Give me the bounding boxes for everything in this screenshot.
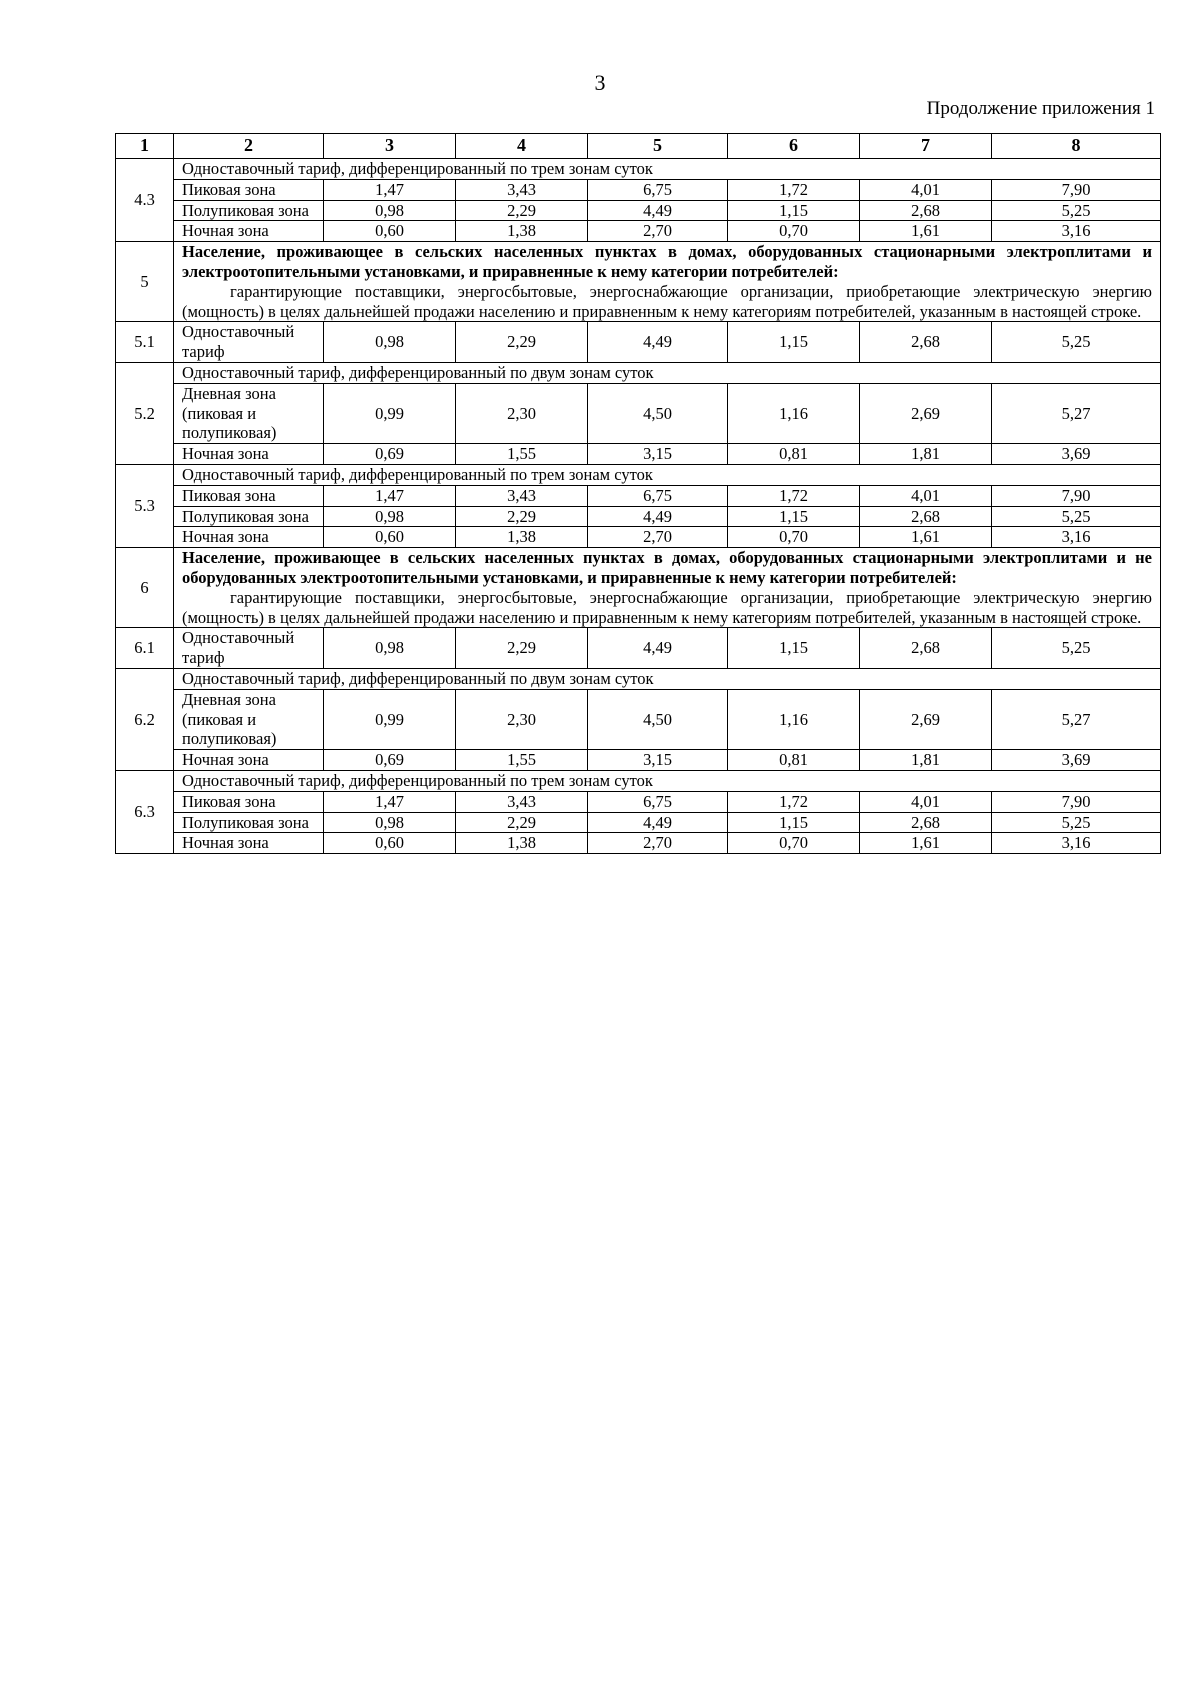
- tariff-value: 5,25: [992, 322, 1161, 363]
- tariff-value: 0,98: [324, 200, 456, 221]
- tariff-value: 0,70: [728, 833, 860, 854]
- tariff-value: 3,43: [456, 485, 588, 506]
- subheading-row: [116, 668, 1161, 689]
- tariff-value: 2,68: [860, 628, 992, 669]
- tariff-value: 0,60: [324, 221, 456, 242]
- header-row: [116, 134, 1161, 159]
- tariff-row: [116, 506, 1161, 527]
- zone-label: Ночная зона: [174, 444, 324, 465]
- row-number: 4.3: [116, 159, 174, 242]
- tariff-table: [115, 133, 1161, 854]
- tariff-value: 1,61: [860, 833, 992, 854]
- zone-label: Одноставочный тариф: [174, 628, 324, 669]
- tariff-value: 3,16: [992, 527, 1161, 548]
- tariff-value: 4,50: [588, 383, 728, 443]
- tariff-value: 4,49: [588, 628, 728, 669]
- tariff-value: 0,98: [324, 506, 456, 527]
- tariff-value: 1,61: [860, 527, 992, 548]
- tariff-value: 1,16: [728, 689, 860, 749]
- tariff-subheading: Одноставочный тариф, дифференцированный по трем зонам суток: [174, 464, 1161, 485]
- tariff-value: 1,72: [728, 179, 860, 200]
- tariff-row: [116, 200, 1161, 221]
- narrative-heading: Население, проживающее в сельских населенных пунктах в домах, оборудованных стационарными электроплитами и электроотопительными установками, и приравненные к нему категории потребителей:: [182, 242, 1152, 281]
- tariff-value: 5,25: [992, 200, 1161, 221]
- tariff-value: 5,27: [992, 689, 1161, 749]
- tariff-value: 2,29: [456, 506, 588, 527]
- tariff-value: 0,70: [728, 221, 860, 242]
- zone-label: Полупиковая зона: [174, 200, 324, 221]
- row-number: 5.1: [116, 322, 174, 363]
- tariff-value: 4,01: [860, 791, 992, 812]
- row-number: 6.1: [116, 628, 174, 669]
- column-header: 3: [324, 134, 456, 159]
- tariff-value: 6,75: [588, 179, 728, 200]
- tariff-subheading: Одноставочный тариф, дифференцированный по трем зонам суток: [174, 770, 1161, 791]
- tariff-row: [116, 322, 1161, 363]
- tariff-value: 1,47: [324, 485, 456, 506]
- tariff-value: 3,16: [992, 221, 1161, 242]
- subheading-row: [116, 159, 1161, 180]
- tariff-value: 0,99: [324, 383, 456, 443]
- tariff-value: 0,69: [324, 750, 456, 771]
- tariff-value: 4,49: [588, 506, 728, 527]
- tariff-value: 0,98: [324, 628, 456, 669]
- zone-label: Ночная зона: [174, 833, 324, 854]
- zone-label: Пиковая зона: [174, 485, 324, 506]
- tariff-value: 0,99: [324, 689, 456, 749]
- tariff-value: 1,15: [728, 200, 860, 221]
- narrative-row: [116, 242, 1161, 322]
- tariff-value: 0,60: [324, 833, 456, 854]
- tariff-value: 2,68: [860, 812, 992, 833]
- tariff-value: 1,81: [860, 444, 992, 465]
- column-header: 8: [992, 134, 1161, 159]
- continuation-note: Продолжение приложения 1: [926, 98, 1155, 119]
- tariff-value: 2,69: [860, 383, 992, 443]
- tariff-value: 2,29: [456, 200, 588, 221]
- tariff-value: 4,49: [588, 322, 728, 363]
- tariff-value: 4,01: [860, 179, 992, 200]
- tariff-subheading: Одноставочный тариф, дифференцированный по двум зонам суток: [174, 362, 1161, 383]
- column-header: 1: [116, 134, 174, 159]
- tariff-value: 3,15: [588, 444, 728, 465]
- tariff-value: 4,01: [860, 485, 992, 506]
- subheading-row: [116, 362, 1161, 383]
- narrative-row: [116, 548, 1161, 628]
- zone-label: Полупиковая зона: [174, 812, 324, 833]
- narrative-paragraph: гарантирующие поставщики, энергосбытовые, энергоснабжающие организации, приобретающие электрическую энергию (мощность) в целях дальнейшей продажи населению и приравненным к нему категориям потребителей, указанным в настоящей строке.: [182, 587, 1152, 627]
- tariff-value: 0,81: [728, 444, 860, 465]
- tariff-value: 3,15: [588, 750, 728, 771]
- zone-label: Одноставочный тариф: [174, 322, 324, 363]
- column-header: 7: [860, 134, 992, 159]
- table-body: [116, 159, 1161, 854]
- tariff-row: [116, 527, 1161, 548]
- tariff-value: 0,70: [728, 527, 860, 548]
- tariff-value: 5,25: [992, 628, 1161, 669]
- row-number: 5.3: [116, 464, 174, 547]
- narrative-paragraph: гарантирующие поставщики, энергосбытовые, энергоснабжающие организации, приобретающие электрическую энергию (мощность) в целях дальнейшей продажи населению и приравненным к нему категориям потребителей, указанным в настоящей строке.: [182, 281, 1152, 321]
- row-number: 6: [116, 548, 174, 628]
- tariff-row: [116, 221, 1161, 242]
- tariff-value: 7,90: [992, 179, 1161, 200]
- row-number: 5: [116, 242, 174, 322]
- tariff-row: [116, 383, 1161, 443]
- tariff-row: [116, 628, 1161, 669]
- tariff-value: 1,55: [456, 750, 588, 771]
- column-header: 4: [456, 134, 588, 159]
- tariff-value: 0,60: [324, 527, 456, 548]
- narrative-cell: [174, 242, 1161, 322]
- tariff-value: 1,47: [324, 179, 456, 200]
- tariff-value: 0,98: [324, 322, 456, 363]
- tariff-row: [116, 750, 1161, 771]
- zone-label: Пиковая зона: [174, 179, 324, 200]
- narrative-cell: [174, 548, 1161, 628]
- tariff-value: 1,72: [728, 791, 860, 812]
- tariff-value: 7,90: [992, 485, 1161, 506]
- tariff-value: 2,68: [860, 200, 992, 221]
- tariff-subheading: Одноставочный тариф, дифференцированный по двум зонам суток: [174, 668, 1161, 689]
- tariff-value: 0,81: [728, 750, 860, 771]
- tariff-value: 6,75: [588, 485, 728, 506]
- tariff-value: 1,16: [728, 383, 860, 443]
- tariff-value: 3,43: [456, 791, 588, 812]
- column-header: 6: [728, 134, 860, 159]
- zone-label: Ночная зона: [174, 750, 324, 771]
- zone-label: Дневная зона (пиковая и полупиковая): [174, 689, 324, 749]
- tariff-value: 1,15: [728, 628, 860, 669]
- zone-label: Ночная зона: [174, 221, 324, 242]
- subheading-row: [116, 464, 1161, 485]
- tariff-value: 4,49: [588, 812, 728, 833]
- row-number: 6.2: [116, 668, 174, 770]
- tariff-value: 0,98: [324, 812, 456, 833]
- tariff-value: 2,70: [588, 527, 728, 548]
- tariff-value: 1,72: [728, 485, 860, 506]
- tariff-subheading: Одноставочный тариф, дифференцированный по трем зонам суток: [174, 159, 1161, 180]
- tariff-value: 1,81: [860, 750, 992, 771]
- tariff-value: 6,75: [588, 791, 728, 812]
- tariff-value: 2,68: [860, 506, 992, 527]
- tariff-value: 2,69: [860, 689, 992, 749]
- row-number: 6.3: [116, 770, 174, 853]
- tariff-value: 2,29: [456, 628, 588, 669]
- tariff-value: 1,47: [324, 791, 456, 812]
- tariff-row: [116, 689, 1161, 749]
- tariff-row: [116, 791, 1161, 812]
- tariff-value: 2,30: [456, 689, 588, 749]
- tariff-row: [116, 179, 1161, 200]
- tariff-value: 5,27: [992, 383, 1161, 443]
- zone-label: Дневная зона (пиковая и полупиковая): [174, 383, 324, 443]
- column-header: 2: [174, 134, 324, 159]
- tariff-value: 2,70: [588, 833, 728, 854]
- tariff-value: 1,15: [728, 322, 860, 363]
- column-header: 5: [588, 134, 728, 159]
- tariff-value: 2,70: [588, 221, 728, 242]
- tariff-value: 3,69: [992, 750, 1161, 771]
- tariff-value: 2,30: [456, 383, 588, 443]
- tariff-value: 1,15: [728, 506, 860, 527]
- tariff-row: [116, 444, 1161, 465]
- tariff-value: 1,15: [728, 812, 860, 833]
- tariff-row: [116, 485, 1161, 506]
- page-number: 3: [594, 70, 606, 95]
- tariff-value: 1,55: [456, 444, 588, 465]
- tariff-value: 0,69: [324, 444, 456, 465]
- zone-label: Пиковая зона: [174, 791, 324, 812]
- row-number: 5.2: [116, 362, 174, 464]
- tariff-value: 3,69: [992, 444, 1161, 465]
- tariff-value: 4,50: [588, 689, 728, 749]
- tariff-value: 2,29: [456, 322, 588, 363]
- tariff-value: 5,25: [992, 812, 1161, 833]
- tariff-value: 1,38: [456, 833, 588, 854]
- zone-label: Полупиковая зона: [174, 506, 324, 527]
- tariff-value: 4,49: [588, 200, 728, 221]
- narrative-heading: Население, проживающее в сельских населенных пунктах в домах, оборудованных стационарными электроплитами и не оборудованных электроотопительными установками, и приравненные к нему категории потребителей:: [182, 548, 1152, 587]
- tariff-value: 3,16: [992, 833, 1161, 854]
- zone-label: Ночная зона: [174, 527, 324, 548]
- tariff-value: 2,29: [456, 812, 588, 833]
- tariff-value: 2,68: [860, 322, 992, 363]
- subheading-row: [116, 770, 1161, 791]
- tariff-value: 3,43: [456, 179, 588, 200]
- tariff-value: 1,61: [860, 221, 992, 242]
- tariff-row: [116, 812, 1161, 833]
- tariff-value: 7,90: [992, 791, 1161, 812]
- tariff-value: 1,38: [456, 527, 588, 548]
- tariff-value: 5,25: [992, 506, 1161, 527]
- tariff-value: 1,38: [456, 221, 588, 242]
- tariff-row: [116, 833, 1161, 854]
